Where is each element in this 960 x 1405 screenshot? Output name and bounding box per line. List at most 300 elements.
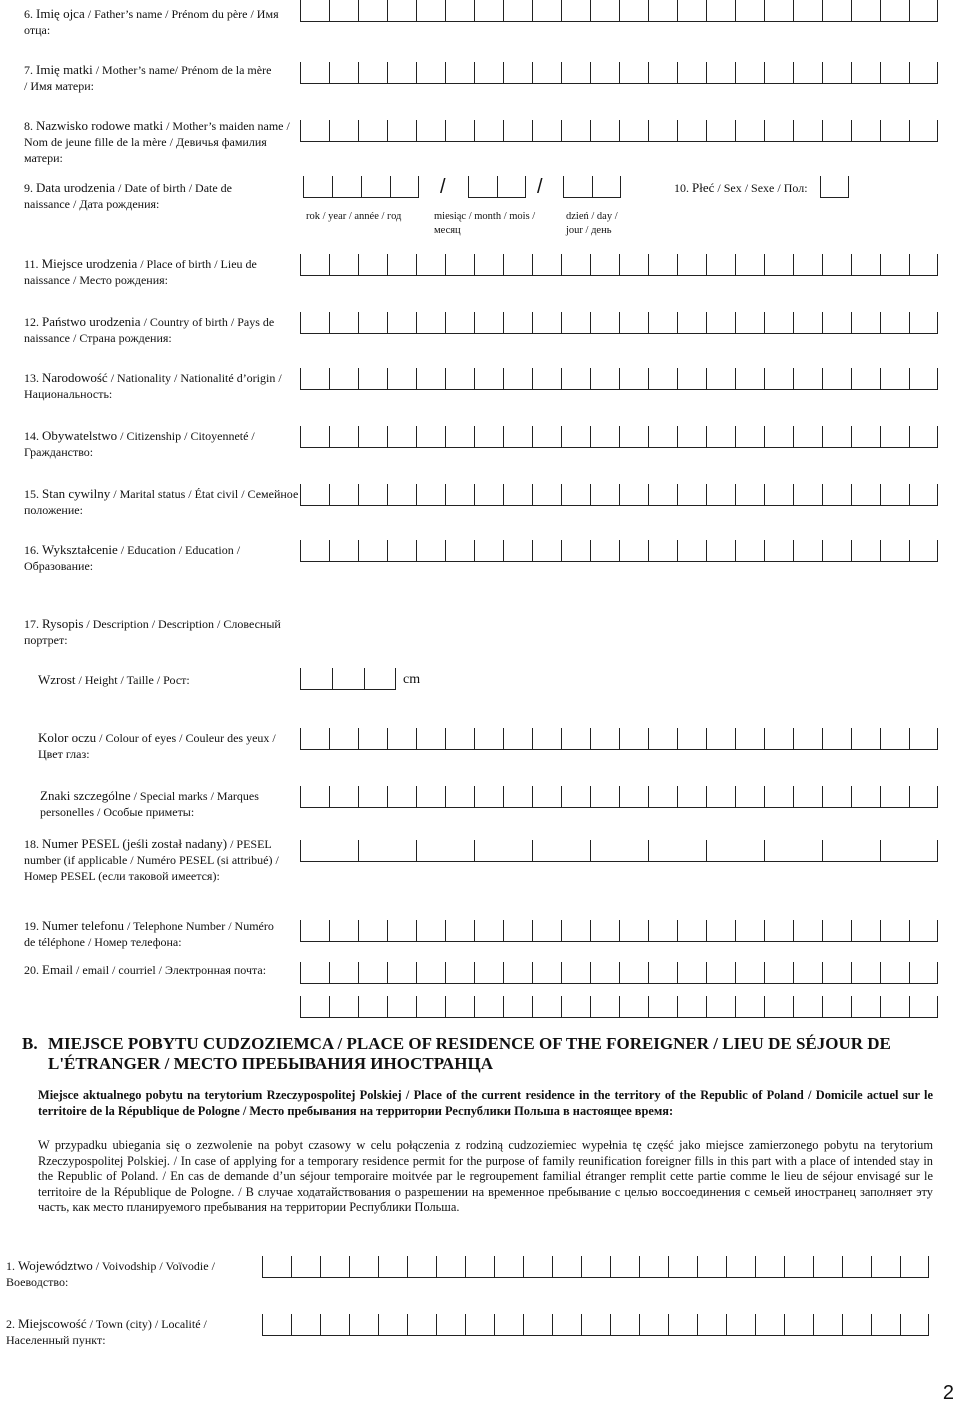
input-cell[interactable]	[300, 312, 329, 334]
input-cell[interactable]	[358, 786, 387, 808]
input-cell[interactable]	[909, 62, 938, 84]
input-cell[interactable]	[332, 176, 361, 198]
input-cell[interactable]	[822, 62, 851, 84]
input-cell[interactable]	[735, 62, 764, 84]
input-cell[interactable]	[532, 962, 561, 984]
input-cell[interactable]	[648, 0, 677, 22]
input-cell[interactable]	[387, 254, 416, 276]
input-cell[interactable]	[474, 996, 503, 1018]
input-cell[interactable]	[706, 540, 735, 562]
input-cell[interactable]	[619, 312, 648, 334]
input-cell[interactable]	[590, 120, 619, 142]
input-cell[interactable]	[677, 312, 706, 334]
input-cell[interactable]	[416, 840, 474, 862]
input-cell[interactable]	[619, 120, 648, 142]
input-cell[interactable]	[764, 962, 793, 984]
input-cell[interactable]	[358, 426, 387, 448]
input-cell[interactable]	[619, 0, 648, 22]
input-cell[interactable]	[677, 996, 706, 1018]
input-cell[interactable]	[349, 1314, 378, 1336]
input-cell[interactable]	[561, 0, 590, 22]
input-cell[interactable]	[474, 484, 503, 506]
input-cell[interactable]	[619, 368, 648, 390]
height-boxes[interactable]	[300, 668, 396, 690]
input-cell[interactable]	[503, 728, 532, 750]
input-cell[interactable]	[909, 484, 938, 506]
input-cell[interactable]	[436, 1256, 465, 1278]
input-cell[interactable]	[291, 1314, 320, 1336]
input-cell[interactable]	[590, 426, 619, 448]
input-cell[interactable]	[329, 540, 358, 562]
input-cell[interactable]	[706, 62, 735, 84]
input-cell[interactable]	[619, 786, 648, 808]
input-cell[interactable]	[407, 1314, 436, 1336]
input-cell[interactable]	[590, 62, 619, 84]
input-cell[interactable]	[668, 1314, 697, 1336]
input-cell[interactable]	[822, 962, 851, 984]
input-cell[interactable]	[793, 312, 822, 334]
input-cell[interactable]	[851, 996, 880, 1018]
input-cell[interactable]	[503, 962, 532, 984]
input-cell[interactable]	[822, 540, 851, 562]
input-cell[interactable]	[300, 254, 329, 276]
input-cell[interactable]	[532, 840, 590, 862]
input-cell[interactable]	[332, 668, 364, 690]
input-cell[interactable]	[784, 1256, 813, 1278]
input-cell[interactable]	[358, 540, 387, 562]
input-cell[interactable]	[909, 368, 938, 390]
input-cell[interactable]	[387, 540, 416, 562]
input-cell[interactable]	[706, 426, 735, 448]
input-cell[interactable]	[842, 1256, 871, 1278]
input-cell[interactable]	[590, 962, 619, 984]
input-cell[interactable]	[465, 1256, 494, 1278]
input-cell[interactable]	[610, 1256, 639, 1278]
input-cell[interactable]	[610, 1314, 639, 1336]
input-cell[interactable]	[445, 0, 474, 22]
input-cell[interactable]	[764, 368, 793, 390]
input-cell[interactable]	[445, 786, 474, 808]
input-cell[interactable]	[822, 120, 851, 142]
input-cell[interactable]	[677, 484, 706, 506]
input-cell[interactable]	[677, 920, 706, 942]
input-cell[interactable]	[909, 728, 938, 750]
input-cell[interactable]	[813, 1256, 842, 1278]
input-cell[interactable]	[416, 254, 445, 276]
input-cell[interactable]	[329, 728, 358, 750]
input-cell[interactable]	[793, 426, 822, 448]
input-cell[interactable]	[909, 254, 938, 276]
input-cell[interactable]	[764, 786, 793, 808]
input-cell[interactable]	[445, 426, 474, 448]
input-cell[interactable]	[387, 120, 416, 142]
input-cell[interactable]	[561, 920, 590, 942]
input-cell[interactable]	[416, 786, 445, 808]
input-cell[interactable]	[503, 786, 532, 808]
input-cell[interactable]	[300, 484, 329, 506]
input-cell[interactable]	[364, 668, 396, 690]
input-cell[interactable]	[677, 728, 706, 750]
input-cell[interactable]	[880, 728, 909, 750]
input-cell[interactable]	[561, 426, 590, 448]
input-cell[interactable]	[416, 368, 445, 390]
input-cell[interactable]	[552, 1256, 581, 1278]
field-6-boxes[interactable]	[300, 0, 938, 22]
input-cell[interactable]	[697, 1256, 726, 1278]
dob-month-boxes[interactable]	[468, 176, 526, 198]
input-cell[interactable]	[378, 1314, 407, 1336]
input-cell[interactable]	[416, 962, 445, 984]
input-cell[interactable]	[755, 1314, 784, 1336]
input-cell[interactable]	[735, 426, 764, 448]
input-cell[interactable]	[532, 368, 561, 390]
input-cell[interactable]	[909, 312, 938, 334]
input-cell[interactable]	[677, 254, 706, 276]
input-cell[interactable]	[735, 996, 764, 1018]
email-boxes[interactable]	[300, 962, 938, 984]
input-cell[interactable]	[735, 254, 764, 276]
field-12-boxes[interactable]	[300, 312, 938, 334]
input-cell[interactable]	[387, 312, 416, 334]
input-cell[interactable]	[416, 312, 445, 334]
input-cell[interactable]	[416, 62, 445, 84]
input-cell[interactable]	[494, 1314, 523, 1336]
input-cell[interactable]	[880, 368, 909, 390]
input-cell[interactable]	[793, 0, 822, 22]
input-cell[interactable]	[474, 368, 503, 390]
input-cell[interactable]	[735, 312, 764, 334]
input-cell[interactable]	[300, 540, 329, 562]
input-cell[interactable]	[677, 540, 706, 562]
input-cell[interactable]	[561, 996, 590, 1018]
sex-box[interactable]	[820, 176, 849, 198]
input-cell[interactable]	[822, 920, 851, 942]
input-cell[interactable]	[909, 962, 938, 984]
input-cell[interactable]	[581, 1314, 610, 1336]
input-cell[interactable]	[474, 120, 503, 142]
input-cell[interactable]	[590, 484, 619, 506]
input-cell[interactable]	[764, 62, 793, 84]
input-cell[interactable]	[387, 786, 416, 808]
input-cell[interactable]	[387, 484, 416, 506]
input-cell[interactable]	[851, 0, 880, 22]
input-cell[interactable]	[784, 1314, 813, 1336]
input-cell[interactable]	[880, 120, 909, 142]
input-cell[interactable]	[407, 1256, 436, 1278]
input-cell[interactable]	[880, 484, 909, 506]
input-cell[interactable]	[262, 1256, 291, 1278]
input-cell[interactable]	[648, 840, 706, 862]
input-cell[interactable]	[474, 540, 503, 562]
dob-day-boxes[interactable]	[563, 176, 621, 198]
input-cell[interactable]	[822, 312, 851, 334]
input-cell[interactable]	[735, 0, 764, 22]
input-cell[interactable]	[503, 540, 532, 562]
input-cell[interactable]	[300, 962, 329, 984]
input-cell[interactable]	[793, 920, 822, 942]
input-cell[interactable]	[329, 62, 358, 84]
input-cell[interactable]	[532, 540, 561, 562]
input-cell[interactable]	[735, 540, 764, 562]
input-cell[interactable]	[358, 920, 387, 942]
input-cell[interactable]	[822, 484, 851, 506]
input-cell[interactable]	[503, 254, 532, 276]
input-cell[interactable]	[416, 0, 445, 22]
input-cell[interactable]	[590, 254, 619, 276]
input-cell[interactable]	[793, 962, 822, 984]
input-cell[interactable]	[764, 312, 793, 334]
input-cell[interactable]	[532, 920, 561, 942]
input-cell[interactable]	[677, 426, 706, 448]
input-cell[interactable]	[880, 786, 909, 808]
input-cell[interactable]	[706, 728, 735, 750]
input-cell[interactable]	[851, 540, 880, 562]
input-cell[interactable]	[590, 786, 619, 808]
input-cell[interactable]	[474, 786, 503, 808]
input-cell[interactable]	[590, 728, 619, 750]
input-cell[interactable]	[735, 920, 764, 942]
input-cell[interactable]	[300, 840, 358, 862]
input-cell[interactable]	[503, 62, 532, 84]
input-cell[interactable]	[880, 996, 909, 1018]
input-cell[interactable]	[764, 920, 793, 942]
input-cell[interactable]	[677, 120, 706, 142]
input-cell[interactable]	[474, 312, 503, 334]
input-cell[interactable]	[358, 62, 387, 84]
input-cell[interactable]	[387, 62, 416, 84]
input-cell[interactable]	[590, 312, 619, 334]
input-cell[interactable]	[416, 540, 445, 562]
input-cell[interactable]	[726, 1256, 755, 1278]
input-cell[interactable]	[590, 840, 648, 862]
input-cell[interactable]	[445, 962, 474, 984]
input-cell[interactable]	[561, 312, 590, 334]
input-cell[interactable]	[764, 996, 793, 1018]
input-cell[interactable]	[497, 176, 526, 198]
input-cell[interactable]	[706, 920, 735, 942]
input-cell[interactable]	[793, 786, 822, 808]
input-cell[interactable]	[503, 0, 532, 22]
input-cell[interactable]	[880, 312, 909, 334]
input-cell[interactable]	[677, 786, 706, 808]
input-cell[interactable]	[532, 426, 561, 448]
input-cell[interactable]	[880, 62, 909, 84]
input-cell[interactable]	[909, 996, 938, 1018]
input-cell[interactable]	[358, 0, 387, 22]
input-cell[interactable]	[561, 120, 590, 142]
input-cell[interactable]	[445, 728, 474, 750]
pesel-boxes[interactable]	[300, 840, 938, 862]
input-cell[interactable]	[880, 920, 909, 942]
input-cell[interactable]	[909, 786, 938, 808]
input-cell[interactable]	[532, 120, 561, 142]
input-cell[interactable]	[619, 484, 648, 506]
input-cell[interactable]	[416, 728, 445, 750]
input-cell[interactable]	[358, 254, 387, 276]
field-8-boxes[interactable]	[300, 120, 938, 142]
input-cell[interactable]	[822, 786, 851, 808]
input-cell[interactable]	[358, 840, 416, 862]
input-cell[interactable]	[300, 786, 329, 808]
input-cell[interactable]	[648, 368, 677, 390]
input-cell[interactable]	[532, 0, 561, 22]
input-cell[interactable]	[300, 728, 329, 750]
input-cell[interactable]	[851, 312, 880, 334]
field-14-boxes[interactable]	[300, 426, 938, 448]
email-boxes-row2[interactable]	[300, 996, 938, 1018]
input-cell[interactable]	[648, 728, 677, 750]
input-cell[interactable]	[822, 728, 851, 750]
input-cell[interactable]	[329, 120, 358, 142]
input-cell[interactable]	[445, 254, 474, 276]
input-cell[interactable]	[503, 120, 532, 142]
input-cell[interactable]	[532, 728, 561, 750]
input-cell[interactable]	[677, 962, 706, 984]
input-cell[interactable]	[842, 1314, 871, 1336]
input-cell[interactable]	[590, 0, 619, 22]
input-cell[interactable]	[358, 368, 387, 390]
input-cell[interactable]	[851, 728, 880, 750]
input-cell[interactable]	[329, 368, 358, 390]
input-cell[interactable]	[503, 484, 532, 506]
input-cell[interactable]	[619, 426, 648, 448]
input-cell[interactable]	[329, 962, 358, 984]
input-cell[interactable]	[416, 120, 445, 142]
input-cell[interactable]	[300, 368, 329, 390]
input-cell[interactable]	[648, 786, 677, 808]
input-cell[interactable]	[619, 920, 648, 942]
input-cell[interactable]	[648, 62, 677, 84]
input-cell[interactable]	[329, 312, 358, 334]
input-cell[interactable]	[358, 484, 387, 506]
input-cell[interactable]	[532, 62, 561, 84]
input-cell[interactable]	[358, 962, 387, 984]
input-cell[interactable]	[329, 996, 358, 1018]
input-cell[interactable]	[474, 426, 503, 448]
field-11-boxes[interactable]	[300, 254, 938, 276]
input-cell[interactable]	[871, 1256, 900, 1278]
input-cell[interactable]	[851, 254, 880, 276]
input-cell[interactable]	[619, 62, 648, 84]
input-cell[interactable]	[474, 920, 503, 942]
input-cell[interactable]	[909, 540, 938, 562]
input-cell[interactable]	[706, 368, 735, 390]
input-cell[interactable]	[329, 920, 358, 942]
input-cell[interactable]	[677, 368, 706, 390]
input-cell[interactable]	[445, 120, 474, 142]
input-cell[interactable]	[764, 840, 822, 862]
input-cell[interactable]	[764, 484, 793, 506]
input-cell[interactable]	[474, 728, 503, 750]
input-cell[interactable]	[303, 176, 332, 198]
input-cell[interactable]	[677, 62, 706, 84]
input-cell[interactable]	[648, 484, 677, 506]
input-cell[interactable]	[871, 1314, 900, 1336]
input-cell[interactable]	[793, 62, 822, 84]
input-cell[interactable]	[909, 920, 938, 942]
input-cell[interactable]	[851, 786, 880, 808]
input-cell[interactable]	[735, 368, 764, 390]
input-cell[interactable]	[358, 120, 387, 142]
input-cell[interactable]	[300, 920, 329, 942]
input-cell[interactable]	[851, 484, 880, 506]
input-cell[interactable]	[561, 728, 590, 750]
input-cell[interactable]	[764, 426, 793, 448]
input-cell[interactable]	[494, 1256, 523, 1278]
input-cell[interactable]	[387, 728, 416, 750]
input-cell[interactable]	[706, 312, 735, 334]
input-cell[interactable]	[358, 728, 387, 750]
input-cell[interactable]	[735, 786, 764, 808]
field-16-boxes[interactable]	[300, 540, 938, 562]
input-cell[interactable]	[909, 0, 938, 22]
input-cell[interactable]	[735, 962, 764, 984]
input-cell[interactable]	[387, 962, 416, 984]
input-cell[interactable]	[793, 728, 822, 750]
input-cell[interactable]	[880, 540, 909, 562]
input-cell[interactable]	[445, 368, 474, 390]
input-cell[interactable]	[503, 368, 532, 390]
input-cell[interactable]	[764, 728, 793, 750]
input-cell[interactable]	[320, 1314, 349, 1336]
input-cell[interactable]	[561, 962, 590, 984]
input-cell[interactable]	[300, 996, 329, 1018]
input-cell[interactable]	[474, 840, 532, 862]
input-cell[interactable]	[793, 254, 822, 276]
input-cell[interactable]	[880, 962, 909, 984]
input-cell[interactable]	[416, 484, 445, 506]
input-cell[interactable]	[590, 920, 619, 942]
input-cell[interactable]	[581, 1256, 610, 1278]
input-cell[interactable]	[648, 312, 677, 334]
input-cell[interactable]	[592, 176, 621, 198]
input-cell[interactable]	[648, 540, 677, 562]
input-cell[interactable]	[639, 1256, 668, 1278]
field-15-boxes[interactable]	[300, 484, 938, 506]
input-cell[interactable]	[445, 996, 474, 1018]
input-cell[interactable]	[793, 540, 822, 562]
eyes-boxes[interactable]	[300, 728, 938, 750]
input-cell[interactable]	[503, 426, 532, 448]
input-cell[interactable]	[851, 120, 880, 142]
input-cell[interactable]	[561, 368, 590, 390]
marks-boxes[interactable]	[300, 786, 938, 808]
input-cell[interactable]	[300, 62, 329, 84]
input-cell[interactable]	[523, 1256, 552, 1278]
input-cell[interactable]	[445, 540, 474, 562]
input-cell[interactable]	[726, 1314, 755, 1336]
input-cell[interactable]	[387, 920, 416, 942]
input-cell[interactable]	[300, 426, 329, 448]
input-cell[interactable]	[361, 176, 390, 198]
input-cell[interactable]	[706, 786, 735, 808]
town-boxes[interactable]	[262, 1314, 929, 1336]
input-cell[interactable]	[764, 540, 793, 562]
input-cell[interactable]	[503, 996, 532, 1018]
input-cell[interactable]	[561, 540, 590, 562]
input-cell[interactable]	[468, 176, 497, 198]
input-cell[interactable]	[851, 368, 880, 390]
input-cell[interactable]	[329, 484, 358, 506]
input-cell[interactable]	[561, 786, 590, 808]
input-cell[interactable]	[648, 426, 677, 448]
input-cell[interactable]	[552, 1314, 581, 1336]
input-cell[interactable]	[793, 120, 822, 142]
input-cell[interactable]	[474, 962, 503, 984]
input-cell[interactable]	[329, 254, 358, 276]
input-cell[interactable]	[445, 484, 474, 506]
input-cell[interactable]	[532, 254, 561, 276]
